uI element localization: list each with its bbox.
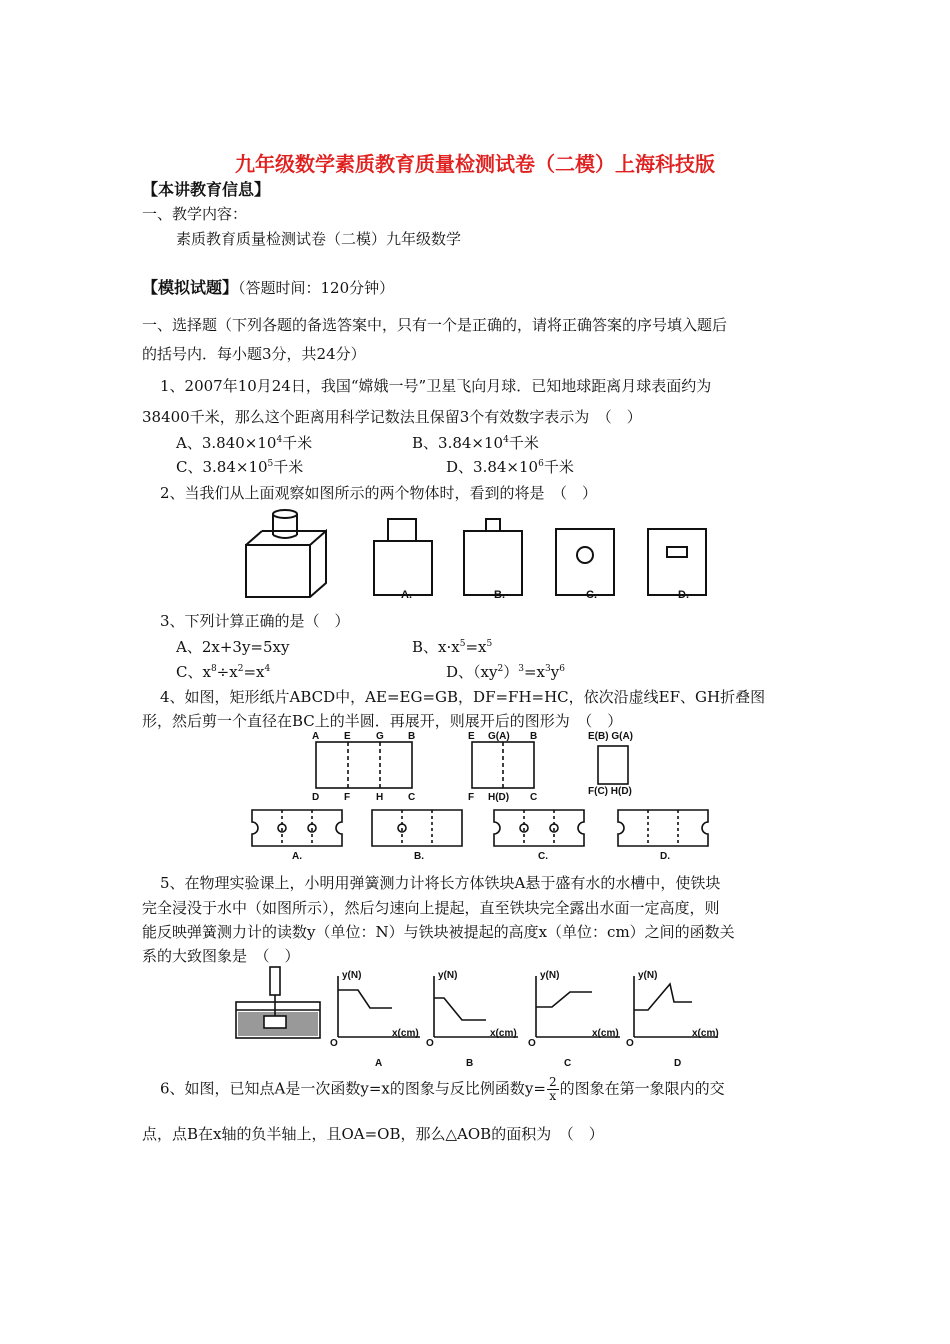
graph-d-origin: O — [626, 1038, 634, 1049]
q1-option-d: D、$3.84\times 10^6$千米 — [446, 458, 574, 476]
graph-c-y-label: y(N) — [540, 970, 560, 981]
graph-b-line — [434, 998, 486, 1020]
q1-option-a: A、$3.840\times 10^4$千米 — [176, 434, 313, 452]
spring-scale — [270, 967, 280, 995]
q5-line2: 完全浸没于水中（如图所示），然后匀速向上提起，直至铁块完全露出水面一定高度，则 — [142, 899, 720, 917]
mock-header: 【模拟试题】 — [142, 278, 239, 297]
q1-line1: 1、2007年10月24日，我国“嫦娥一号”卫星飞向月球．已知地球距离月球表面约为 — [160, 377, 712, 395]
q5-line4: 系的大致图象是 （ ） — [142, 947, 300, 965]
graph-c-line — [536, 992, 592, 1007]
q5-label-d: D — [674, 1058, 682, 1069]
option-a-strip — [252, 810, 342, 846]
q1-option-b: B、$3.84\times 10^4$千米 — [412, 434, 539, 452]
label-ga: G(A) — [488, 731, 510, 742]
q3-option-a: A、2x+3y=5xy — [176, 638, 290, 656]
graph-c-x-label: x(cm) — [592, 1028, 619, 1039]
label-g: G — [376, 731, 384, 742]
q3-option-d: D、$(xy^2)^3=x^3y^6$ — [446, 663, 565, 681]
graph-b-y-label: y(N) — [438, 970, 458, 981]
label-c: C — [408, 792, 416, 803]
q2-label-b: B. — [494, 589, 505, 601]
label-e2: E — [468, 731, 475, 742]
label-eb-ga: E(B) G(A) — [588, 731, 633, 742]
option-b-strip — [372, 810, 462, 846]
rect-abcd — [316, 742, 412, 788]
info-section: 一、教学内容： — [142, 205, 248, 223]
mock-time: （答题时间：120分钟） — [238, 279, 395, 297]
option-a-shape — [374, 541, 432, 595]
q3-line1: 3、下列计算正确的是（ ） — [160, 612, 350, 630]
q5-line1: 5、在物理实验课上，小明用弹簧测力计将长方体铁块A悬于盛有水的水槽中，使铁块 — [160, 874, 721, 892]
cylinder-top — [273, 510, 297, 518]
part1-line1: 一、选择题（下列各题的备选答案中，只有一个是正确的，请将正确答案的序号填入题后 — [142, 316, 728, 334]
iron-block — [264, 1016, 286, 1028]
graph-d-x-label: x(cm) — [692, 1028, 719, 1039]
label-a: A — [312, 731, 320, 742]
option-d-strip — [618, 810, 708, 846]
q1-line2: 38400千米，那么这个距离用科学记数法且保留3个有效数字表示为 （ ） — [142, 408, 642, 426]
q5-label-a: A — [375, 1058, 383, 1069]
page-title: 九年级数学素质教育质量检测试卷（二模）上海科技版 — [235, 152, 715, 176]
q5-label-b: B — [466, 1058, 474, 1069]
q5-figure — [230, 962, 730, 1072]
q1-option-c: C、$3.84\times 10^5$千米 — [176, 458, 304, 476]
info-header: 【本讲教育信息】 — [142, 180, 271, 199]
q4-line2: 形，然后剪一个直径在BC上的半圆．再展开，则展开后的图形为 （ ） — [142, 712, 623, 730]
graph-a-y-label: y(N) — [342, 970, 362, 981]
label-f2: F — [468, 792, 475, 803]
q4-label-b: B. — [414, 851, 424, 862]
graph-c-origin: O — [528, 1038, 536, 1049]
q4-label-d: D. — [660, 851, 670, 862]
part1-line2: 的括号内．每小题3分，共24分） — [142, 345, 366, 363]
q2-label-d: D. — [678, 589, 689, 601]
rect-folded-twice — [598, 746, 628, 784]
label-d: D — [312, 792, 320, 803]
q6-line2: 点，点B在x轴的负半轴上，且OA=OB，那么△AOB的面积为 （ ） — [142, 1125, 604, 1143]
label-c2: C — [530, 792, 538, 803]
q2-figure — [238, 505, 718, 605]
q4-figure — [248, 728, 718, 864]
q2-label-c: C. — [586, 589, 597, 601]
info-content: 素质教育质量检测试卷（二模）九年级数学 — [176, 230, 462, 248]
graph-a-x-label: x(cm) — [392, 1028, 419, 1039]
q6-line1: 6、如图，已知点A是一次函数y=x的图象与反比例函数y= $\frac{2}{x}$ 的图象在第一象限内的交 — [160, 1075, 725, 1103]
option-b-shape — [464, 531, 522, 595]
q5-line3: 能反映弹簧测力计的读数y（单位：N）与铁块被提起的高度x（单位：cm）之间的函数关 — [142, 923, 735, 941]
q4-label-c: C. — [538, 851, 548, 862]
q2-line1: 2、当我们从上面观察如图所示的两个物体时，看到的将是 （ ） — [160, 484, 598, 502]
mock-heading — [142, 275, 394, 298]
label-f: F — [344, 792, 351, 803]
fraction-2-over-x: $\frac{2}{x}$ — [548, 1075, 557, 1103]
q4-label-a: A. — [292, 851, 302, 862]
cuboid-outline — [246, 531, 326, 597]
q4-line1: 4、如图，矩形纸片ABCD中，AE=EG=GB，DF=FH=HC，依次沿虚线EF、GH折叠图 — [160, 688, 766, 706]
option-d-shape — [648, 529, 706, 595]
label-fc-hd: F(C) H(D) — [588, 786, 632, 797]
option-c-strip — [494, 810, 584, 846]
q3-option-b: B、$x\cdot x^5=x^5$ — [412, 638, 493, 656]
q3-option-c: C、$x^8\div x^2=x^4$ — [176, 663, 271, 681]
label-hd: H(D) — [488, 792, 510, 803]
label-e: E — [344, 731, 351, 742]
graph-b-x-label: x(cm) — [490, 1028, 517, 1039]
graph-d-y-label: y(N) — [638, 970, 658, 981]
graph-b-origin: O — [426, 1038, 434, 1049]
label-b2: B — [530, 731, 538, 742]
q5-label-c: C — [564, 1058, 572, 1069]
q2-label-a: A. — [401, 589, 412, 601]
graph-a-origin: O — [330, 1038, 338, 1049]
graph-a-line — [338, 990, 392, 1008]
label-h: H — [376, 792, 384, 803]
graph-d-line — [634, 984, 692, 1010]
label-b: B — [408, 731, 416, 742]
